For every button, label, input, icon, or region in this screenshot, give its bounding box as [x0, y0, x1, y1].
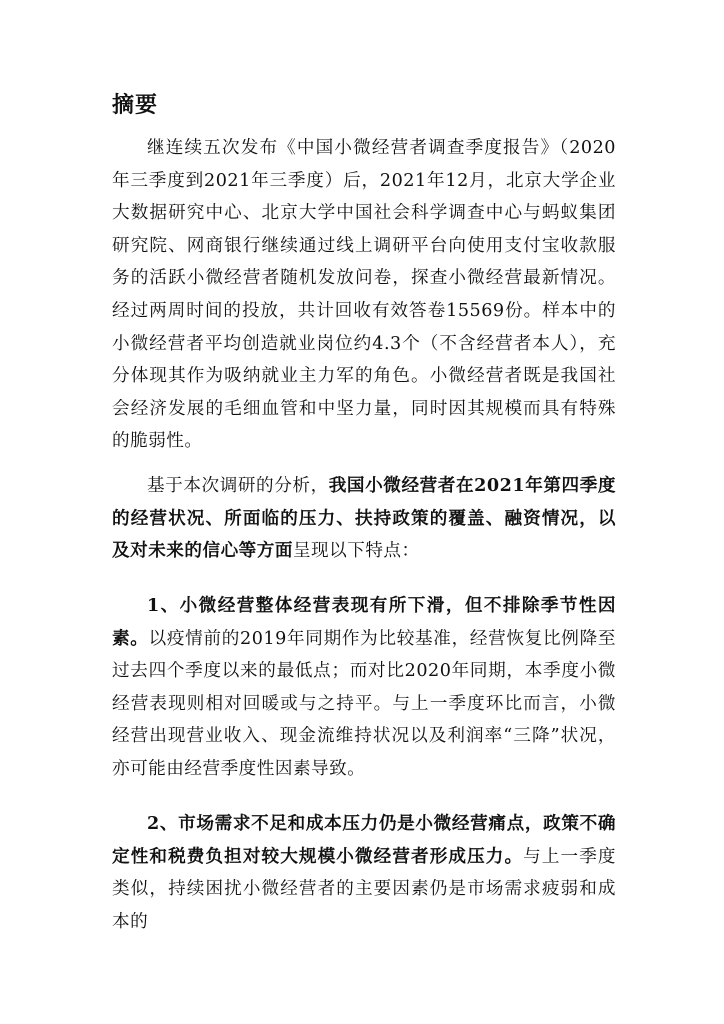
findings-intro-bold: 我国小微经营者在2021年第四季度的经营状况、所面临的压力、扶持政策的覆盖、融资情况，以及对未来的信心等方面: [112, 475, 616, 562]
abstract-heading: 摘要: [112, 92, 159, 118]
point-2-paragraph: [112, 808, 616, 938]
point-1-text: 以疫情前的2019年同期作为比较基准，经营恢复比例降至过去四个季度以来的最低点；而对比2020年同期，本季度小微经营表现则相对回暖或与之持平。与上一季度环比而言，小微经营出现营业收入、现金流维持状况以及利润率“三降”状况，亦可能由经营季度性因素导致。: [112, 628, 616, 779]
findings-intro-lead: 基于本次调研的分析，: [147, 476, 329, 496]
point-2-heading: 2、市场需求不足和成本压力仍是小微经营痛点，政策不确定性和税费负担对较大规模小微经营者形成压力。: [112, 813, 616, 867]
point-1-heading: 1、小微经营整体经营表现有所下滑，但不排除季节性因素。: [112, 595, 616, 649]
findings-intro-tail: 呈现以下特点：: [292, 541, 420, 562]
intro-paragraph: 继连续五次发布《中国小微经营者调查季度报告》（2020年三季度到2021年三季度）后，2021年12月，北京大学企业大数据研究中心、北京大学中国社会科学调查中心与蚂蚁集团研究院、网商银行继续通过线上调研平台向使用支付宝收款服务的活跃小微经营者随机发放问卷，探查小微经营最新情况。经过两周时间的投放，共计回收有效答卷15569份。样本中的小微经营者平均创造就业岗位约4.3个（不含经营者本人），充分体现其作为吸纳就业主力军的角色。小微经营者既是我国社会经济发展的毛细血管和中坚力量，同时因其规模而具有特殊的脆弱性。: [112, 138, 616, 452]
point-2-text: 与上一季度类似，持续困扰小微经营者的主要因素仍是市场需求疲弱和成本的: [112, 846, 616, 932]
point-1-paragraph: [112, 590, 616, 786]
findings-intro-paragraph: [112, 470, 616, 568]
